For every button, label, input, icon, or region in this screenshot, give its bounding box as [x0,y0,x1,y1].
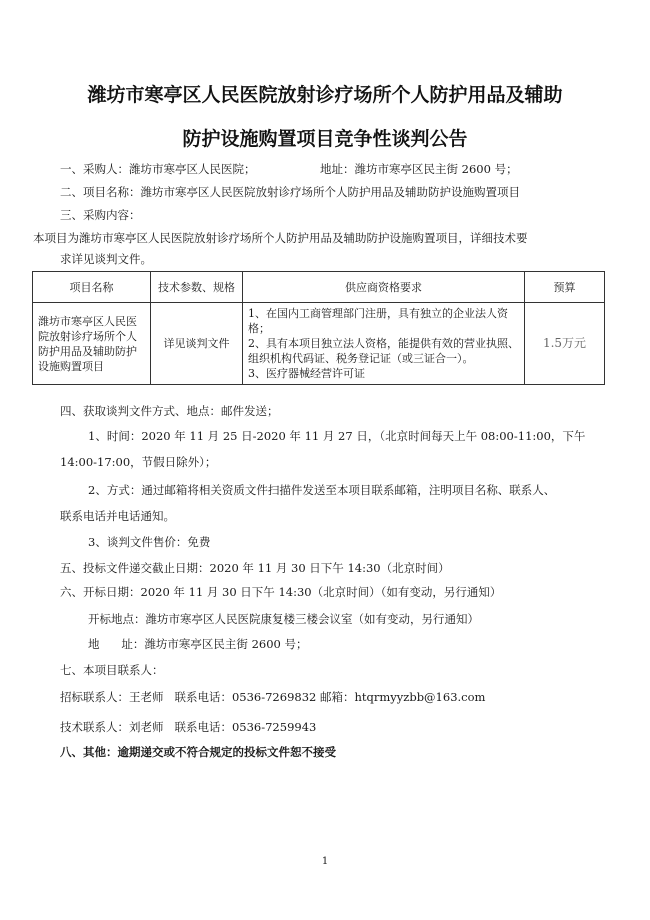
qualification-item-2: 2、具有本项目独立法人资格，能提供有效的营业执照、组织机构代码证、税务登记证（或三证合一）。 [248,337,519,365]
table-header-row [33,272,605,303]
procurement-content-line-2: 求详见谈判文件。 [60,252,152,266]
bid-opening-address-line [88,636,308,652]
procurement-content-line-1: 本项目为潍坊市寒亭区人民医院放射诊疗场所个人防护用品及辅助防护设施购置项目，详细技术要 [33,231,528,245]
title-line-2: 防护设施购置项目竞争性谈判公告 [182,128,468,150]
obtain-method-line-1: 2、方式：通过邮箱将相关资质文件扫描件发送至本项目联系邮箱，注明项目名称、联系人、 [88,483,556,497]
header-budget: 预算 [525,272,605,303]
page-number: 1 [321,856,329,867]
procurement-content-heading: 三、采购内容： [60,208,141,222]
bid-opening-date-line: 六、开标日期：2020 年 11 月 30 日下午 14:30（北京时间）（如有变动，另行通知） [60,585,502,599]
purchaser-address-line [320,161,518,177]
tech-contact-line: 技术联系人：刘老师 联系电话：0536-7259943 [60,720,317,734]
cell-supplier-qualification [243,303,525,385]
opening-address-value: 潍坊市寒亭区民主街 2600 号； [144,637,308,651]
header-supplier-qualification: 供应商资格要求 [243,272,525,303]
bid-opening-place-line: 开标地点：潍坊市寒亭区人民医院康复楼三楼会议室（如有变动，另行通知） [88,612,479,626]
document-price-line: 3、谈判文件售价：免费 [88,535,211,549]
requirements-table [32,271,605,385]
purchaser-line [60,161,256,177]
cell-tech-spec: 详见谈判文件 [151,303,243,385]
title-line-1: 潍坊市寒亭区人民医院放射诊疗场所个人防护用品及辅助 [87,84,563,106]
header-tech-spec: 技术参数、规格 [151,272,243,303]
qualification-item-1: 1、在国内工商管理部门注册，具有独立的企业法人资格； [248,307,508,335]
purchaser-value: 潍坊市寒亭区人民医院； [129,162,256,176]
obtain-method-line-2: 联系电话并电话通知。 [60,509,175,523]
bid-deadline-line: 五、投标文件递交截止日期：2020 年 11 月 30 日下午 14:30（北京时间） [60,561,450,575]
header-project-name: 项目名称 [33,272,151,303]
address-value: 潍坊市寒亭区民主街 2600 号； [354,162,518,176]
table-row [33,303,605,385]
opening-address-label: 地 址： [88,637,145,651]
obtain-time-line-1: 1、时间：2020 年 11 月 25 日-2020 年 11 月 27 日，（北京时间每天上午 08:00-11:00，下午 [88,429,586,443]
purchaser-label: 一、采购人： [60,162,129,176]
cell-budget: 1.5万元 [525,303,605,385]
cell-project-name: 潍坊市寒亭区人民医院放射诊疗场所个人防护用品及辅助防护设施购置项目 [33,303,151,385]
obtain-time-line-2: 14:00-17:00，节假日除外）； [60,455,217,469]
project-name-line: 二、项目名称：潍坊市寒亭区人民医院放射诊疗场所个人防护用品及辅助防护设施购置项目 [60,185,520,199]
other-notice-line: 八、其他：逾期递交或不符合规定的投标文件恕不接受 [60,745,336,759]
contacts-heading: 七、本项目联系人： [60,663,164,677]
obtain-documents-heading: 四、获取谈判文件方式、地点：邮件发送； [60,404,279,418]
bid-contact-line: 招标联系人：王老师 联系电话：0536-7269832 邮箱：htqrmyyzbb@163.com [60,690,486,704]
qualification-item-3: 3、医疗器械经营许可证 [248,367,365,380]
address-label: 地址： [320,162,355,176]
